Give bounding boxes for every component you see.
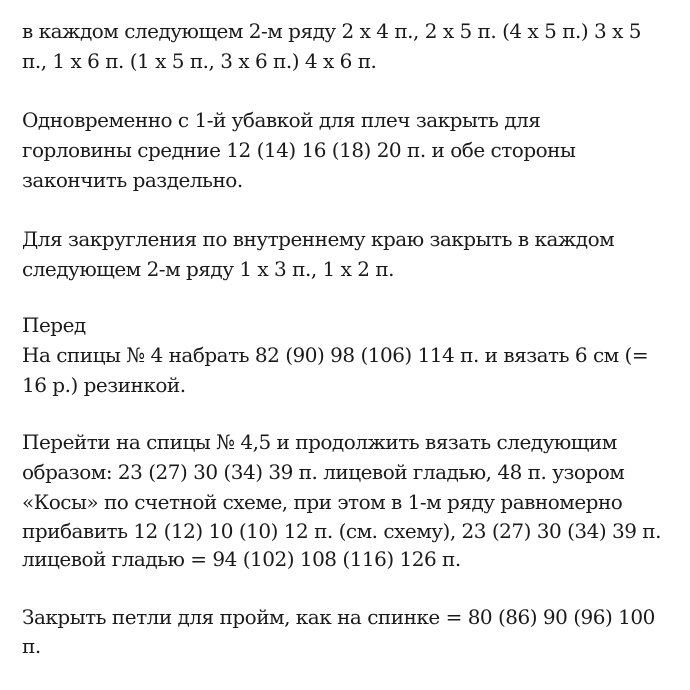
paragraph-line: «Косы» по счетной схеме, при этом в 1-м ряду равномерно — [22, 490, 623, 514]
paragraph-line: закончить раздельно. — [22, 168, 243, 192]
paragraph-line: 16 р.) резинкой. — [22, 373, 186, 397]
paragraph-line: Перейти на спицы № 4,5 и продолжить вязать следующим — [22, 430, 617, 454]
paragraph-line: Для закругления по внутреннему краю закрыть в каждом — [22, 227, 615, 251]
paragraph-line: образом: 23 (27) 30 (34) 39 п. лицевой гладью, 48 п. узором — [22, 460, 625, 484]
paragraph-line: На спицы № 4 набрать 82 (90) 98 (106) 114 п. и вязать 6 см (= — [22, 343, 649, 367]
paragraph-line: следующем 2-м ряду 1 х 3 п., 1 х 2 п. — [22, 257, 395, 281]
section-heading: Перед — [22, 313, 86, 337]
paragraph-line: лицевой гладью = 94 (102) 108 (116) 126 п. — [22, 547, 461, 571]
paragraph-line: горловины средние 12 (14) 16 (18) 20 п. и обе стороны — [22, 138, 576, 162]
paragraph-line: прибавить 12 (12) 10 (10) 12 п. (см. схему), 23 (27) 30 (34) 39 п. — [22, 519, 661, 543]
paragraph-line: Закрыть петли для пройм, как на спинке = 80 (86) 90 (96) 100 — [22, 605, 655, 629]
paragraph-line: п., 1 х 6 п. (1 х 5 п., 3 х 6 п.) 4 х 6 п. — [22, 49, 377, 73]
paragraph-line: п. — [22, 634, 41, 658]
paragraph-line: Одновременно с 1-й убавкой для плеч закрыть для — [22, 108, 541, 132]
paragraph-line: в каждом следующем 2-м ряду 2 х 4 п., 2 х 5 п. (4 х 5 п.) 3 х 5 — [22, 19, 641, 43]
